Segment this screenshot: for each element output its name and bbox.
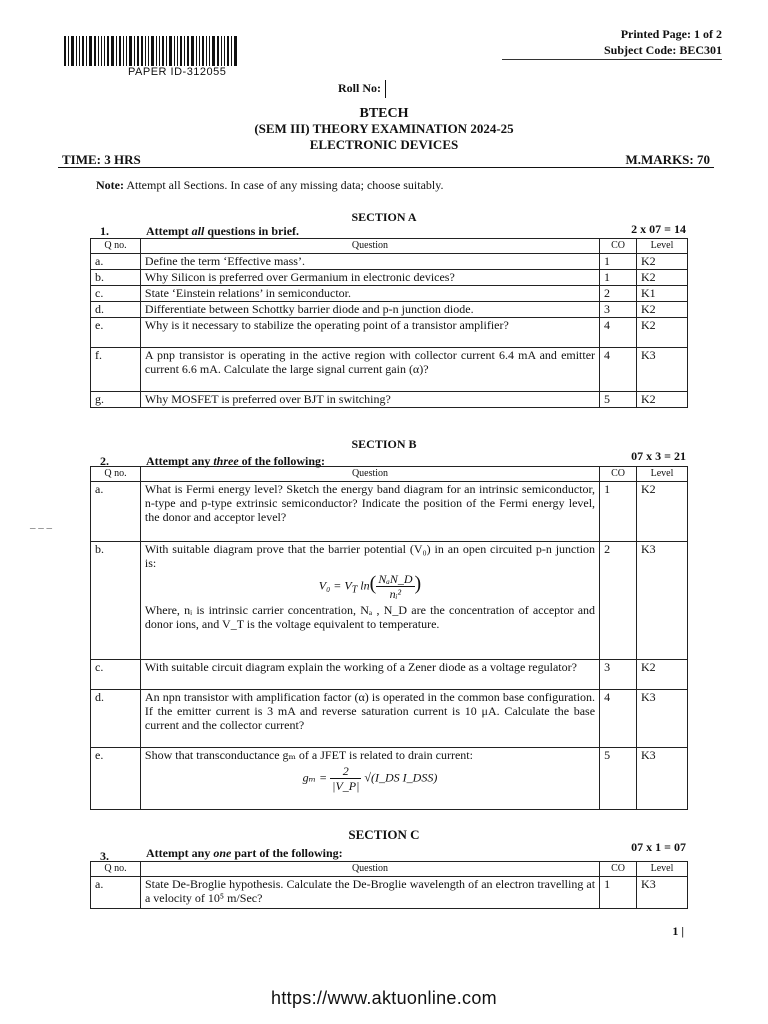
note — [96, 178, 443, 193]
footer-url: https://www.aktuonline.com — [271, 988, 497, 1008]
max-marks: M.MARKS: 70 — [625, 152, 710, 167]
question-text: Why Silicon is preferred over Germanium in electronic devices? — [140, 270, 599, 286]
col-co: CO — [600, 239, 637, 254]
q-number: g. — [91, 392, 141, 408]
roll-no — [338, 80, 386, 98]
question-text: An npn transistor with amplification factor (α) is operated in the common base configuration. If the emitter current is 3 mA and reverse saturation current is 10 μA. Calculate the base current and the collector current? — [140, 690, 599, 748]
section-b-number: 2. — [100, 454, 109, 468]
col-question: Question — [140, 862, 599, 877]
col-question: Question — [140, 239, 599, 254]
section-a-instruction: Attempt all questions in brief. — [146, 224, 300, 238]
section-a-marks: 2 x 07 = 14 — [631, 222, 686, 236]
section-c-heading: SECTION C — [348, 827, 420, 842]
co-value: 1 — [600, 270, 637, 286]
transconductance-formula: gₘ = $\frac{2}{|V\_P|}$ √(I_DS I_DSS) — [302, 764, 438, 793]
subject-code: Subject Code: BEC301 — [603, 43, 722, 57]
table-row — [91, 302, 688, 318]
roll-no-label: Roll No: — [338, 80, 381, 95]
section-c-number: 3. — [100, 849, 109, 863]
co-value: 4 — [600, 690, 637, 748]
course-title: BTECH — [359, 106, 409, 121]
q-number: a. — [91, 254, 141, 270]
section-c-instruction: Attempt any one part of the following: — [146, 846, 343, 860]
section-b-instruction: Attempt any three of the following: — [146, 454, 325, 468]
section-a-heading: SECTION A — [351, 210, 417, 224]
co-value: 1 — [600, 482, 637, 542]
q-number: b. — [91, 270, 141, 286]
table-row — [91, 660, 688, 690]
section-a-table — [90, 238, 688, 408]
section-b-marks: 07 x 3 = 21 — [631, 449, 686, 463]
co-value: 2 — [600, 286, 637, 302]
col-qno: Q no. — [91, 467, 141, 482]
barcode — [64, 36, 300, 66]
time: TIME: 3 HRS — [62, 152, 141, 167]
q-number: f. — [91, 348, 141, 392]
margin-mark: – – – — [30, 522, 52, 534]
col-co: CO — [600, 467, 637, 482]
question-text: State De-Broglie hypothesis. Calculate the De-Broglie wavelength of an electron travelling at a velocity of 10⁵ m/Sec? — [140, 877, 599, 909]
question-text: State ‘Einstein relations’ in semiconductor. — [140, 286, 599, 302]
co-value: 3 — [600, 302, 637, 318]
table-row — [91, 254, 688, 270]
subject-title: ELECTRONIC DEVICES — [309, 137, 459, 152]
q-number: b. — [91, 542, 141, 660]
q-number: e. — [91, 748, 141, 810]
table-row — [91, 877, 688, 909]
table-row — [91, 270, 688, 286]
co-value: 1 — [600, 254, 637, 270]
co-value: 5 — [600, 392, 637, 408]
level-value: K2 — [637, 482, 688, 542]
note-text: Attempt all Sections. In case of any missing data; choose suitably. — [126, 178, 444, 192]
section-a-number: 1. — [100, 224, 109, 238]
printed-page-info — [502, 26, 722, 60]
col-qno: Q no. — [91, 239, 141, 254]
roll-no-box — [385, 80, 386, 98]
level-value: K2 — [637, 660, 688, 690]
level-value: K3 — [637, 348, 688, 392]
where-text: Where, nᵢ is intrinsic carrier concentration, Nₐ , N_D are the concentration of acceptor and donor ions, and V_T is the voltage equivalent to temperature. — [144, 603, 596, 631]
question-text: Differentiate between Schottky barrier diode and p-n junction diode. — [140, 302, 599, 318]
q-number: a. — [91, 877, 141, 909]
question-text: Why MOSFET is preferred over BJT in switching? — [140, 392, 599, 408]
level-value: K2 — [637, 392, 688, 408]
divider — [502, 59, 722, 60]
table-row — [91, 482, 688, 542]
col-level: Level — [637, 239, 688, 254]
q-number: d. — [91, 690, 141, 748]
exam-title: (SEM III) THEORY EXAMINATION 2024-25 — [254, 121, 514, 136]
level-value: K3 — [637, 748, 688, 810]
question-text: Why is it necessary to stabilize the operating point of a transistor amplifier? — [140, 318, 599, 348]
table-row — [91, 286, 688, 302]
co-value: 4 — [600, 318, 637, 348]
level-value: K3 — [637, 542, 688, 660]
barrier-potential-formula: $V_0 = V_T$ ln( $\frac{\text{NₐN\_D}}{\text{nᵢ²}}$ ) — [318, 572, 422, 601]
printed-page: Printed Page: 1 of 2 — [620, 27, 722, 41]
col-level: Level — [637, 467, 688, 482]
level-value: K3 — [637, 877, 688, 909]
co-value: 3 — [600, 660, 637, 690]
level-value: K2 — [637, 302, 688, 318]
table-row — [91, 318, 688, 348]
q-number: e. — [91, 318, 141, 348]
section-c-marks: 07 x 1 = 07 — [631, 840, 686, 854]
col-level: Level — [637, 862, 688, 877]
question-text: What is Fermi energy level? Sketch the energy band diagram for an intrinsic semiconductor, n-type and p-type extrinsic semiconductor? Indicate the position of the Fermi energy level, the donor and acceptor level? — [140, 482, 599, 542]
col-co: CO — [600, 862, 637, 877]
q-number: c. — [91, 660, 141, 690]
q-number: d. — [91, 302, 141, 318]
level-value: K2 — [637, 254, 688, 270]
question-text: With suitable circuit diagram explain the working of a Zener diode as a voltage regulator? — [140, 660, 599, 690]
col-question: Question — [140, 467, 599, 482]
question-text: A pnp transistor is operating in the active region with collector current 6.4 mA and emitter current 6.6 mA. Calculate the large signal current gain (α)? — [140, 348, 599, 392]
question-text: Show that transconductance gₘ of a JFET is related to drain current: — [144, 748, 473, 762]
co-value: 2 — [600, 542, 637, 660]
table-row — [91, 748, 688, 810]
section-b-heading: SECTION B — [351, 437, 417, 451]
co-value: 1 — [600, 877, 637, 909]
section-b-table — [90, 466, 688, 810]
level-value: K2 — [637, 318, 688, 348]
table-row — [91, 690, 688, 748]
table-row — [91, 392, 688, 408]
q-number: c. — [91, 286, 141, 302]
col-qno: Q no. — [91, 862, 141, 877]
table-row — [91, 348, 688, 392]
table-row — [91, 542, 688, 660]
question-text: With suitable diagram prove that the barrier potential (V₀) in an open circuited p-n junction is: — [144, 542, 596, 570]
note-label: Note: — [96, 178, 124, 192]
level-value: K3 — [637, 690, 688, 748]
level-value: K1 — [637, 286, 688, 302]
header-rule — [58, 167, 714, 168]
page-number: 1 | — [672, 924, 684, 938]
co-value: 4 — [600, 348, 637, 392]
section-c-table — [90, 861, 688, 909]
q-number: a. — [91, 482, 141, 542]
paper-id: PAPER ID-312055 — [128, 66, 227, 78]
question-text: Define the term ‘Effective mass’. — [140, 254, 599, 270]
level-value: K2 — [637, 270, 688, 286]
co-value: 5 — [600, 748, 637, 810]
